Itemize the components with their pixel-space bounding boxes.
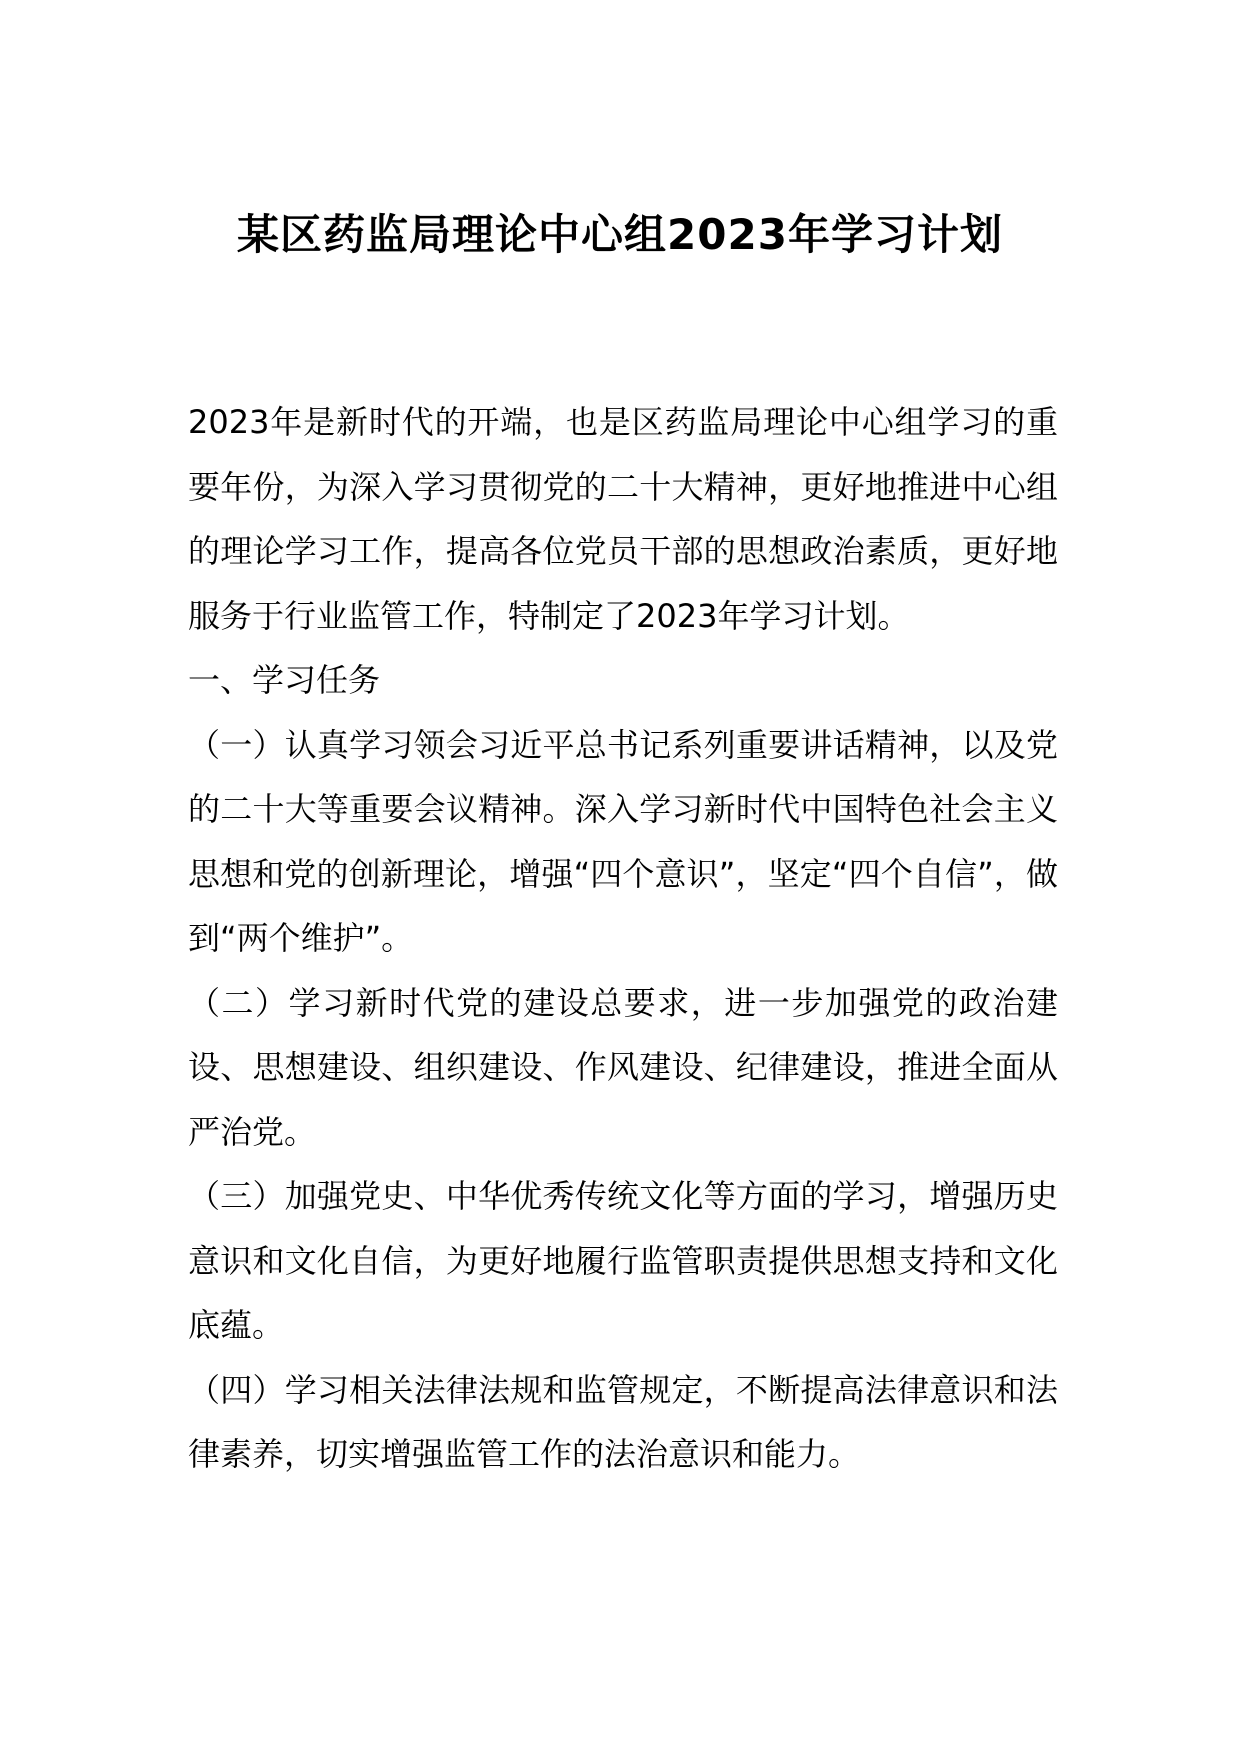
task-item-1: （一）认真学习领会习近平总书记系列重要讲话精神，以及党的二十大等重要会议精神。深入学习新时代中国特色社会主义思想和党的创新理论，增强“四个意识”，坚定“四个自信”，做到“两个维护”。	[188, 725, 1058, 957]
task-item-4: （四）学习相关法律法规和监管规定，不断提高法律意识和法律素养，切实增强监管工作的法治意识和能力。	[188, 1370, 1058, 1473]
section-heading-study-tasks: 一、学习任务	[188, 661, 381, 699]
document-body	[188, 390, 1058, 1487]
document-title: 某区药监局理论中心组2023年学习计划	[237, 210, 1003, 259]
task-item-2: （二）学习新时代党的建设总要求，进一步加强党的政治建设、思想建设、组织建设、作风建设、纪律建设，推进全面从严治党。	[188, 983, 1058, 1151]
intro-paragraph: 2023年是新时代的开端，也是区药监局理论中心组学习的重要年份，为深入学习贯彻党的二十大精神，更好地推进中心组的理论学习工作，提高各位党员干部的思想政治素质，更好地服务于行业监管工作，特制定了2023年学习计划。	[188, 403, 1058, 635]
task-item-3: （三）加强党史、中华优秀传统文化等方面的学习，增强历史意识和文化自信，为更好地履行监管职责提供思想支持和文化底蕴。	[188, 1177, 1058, 1344]
